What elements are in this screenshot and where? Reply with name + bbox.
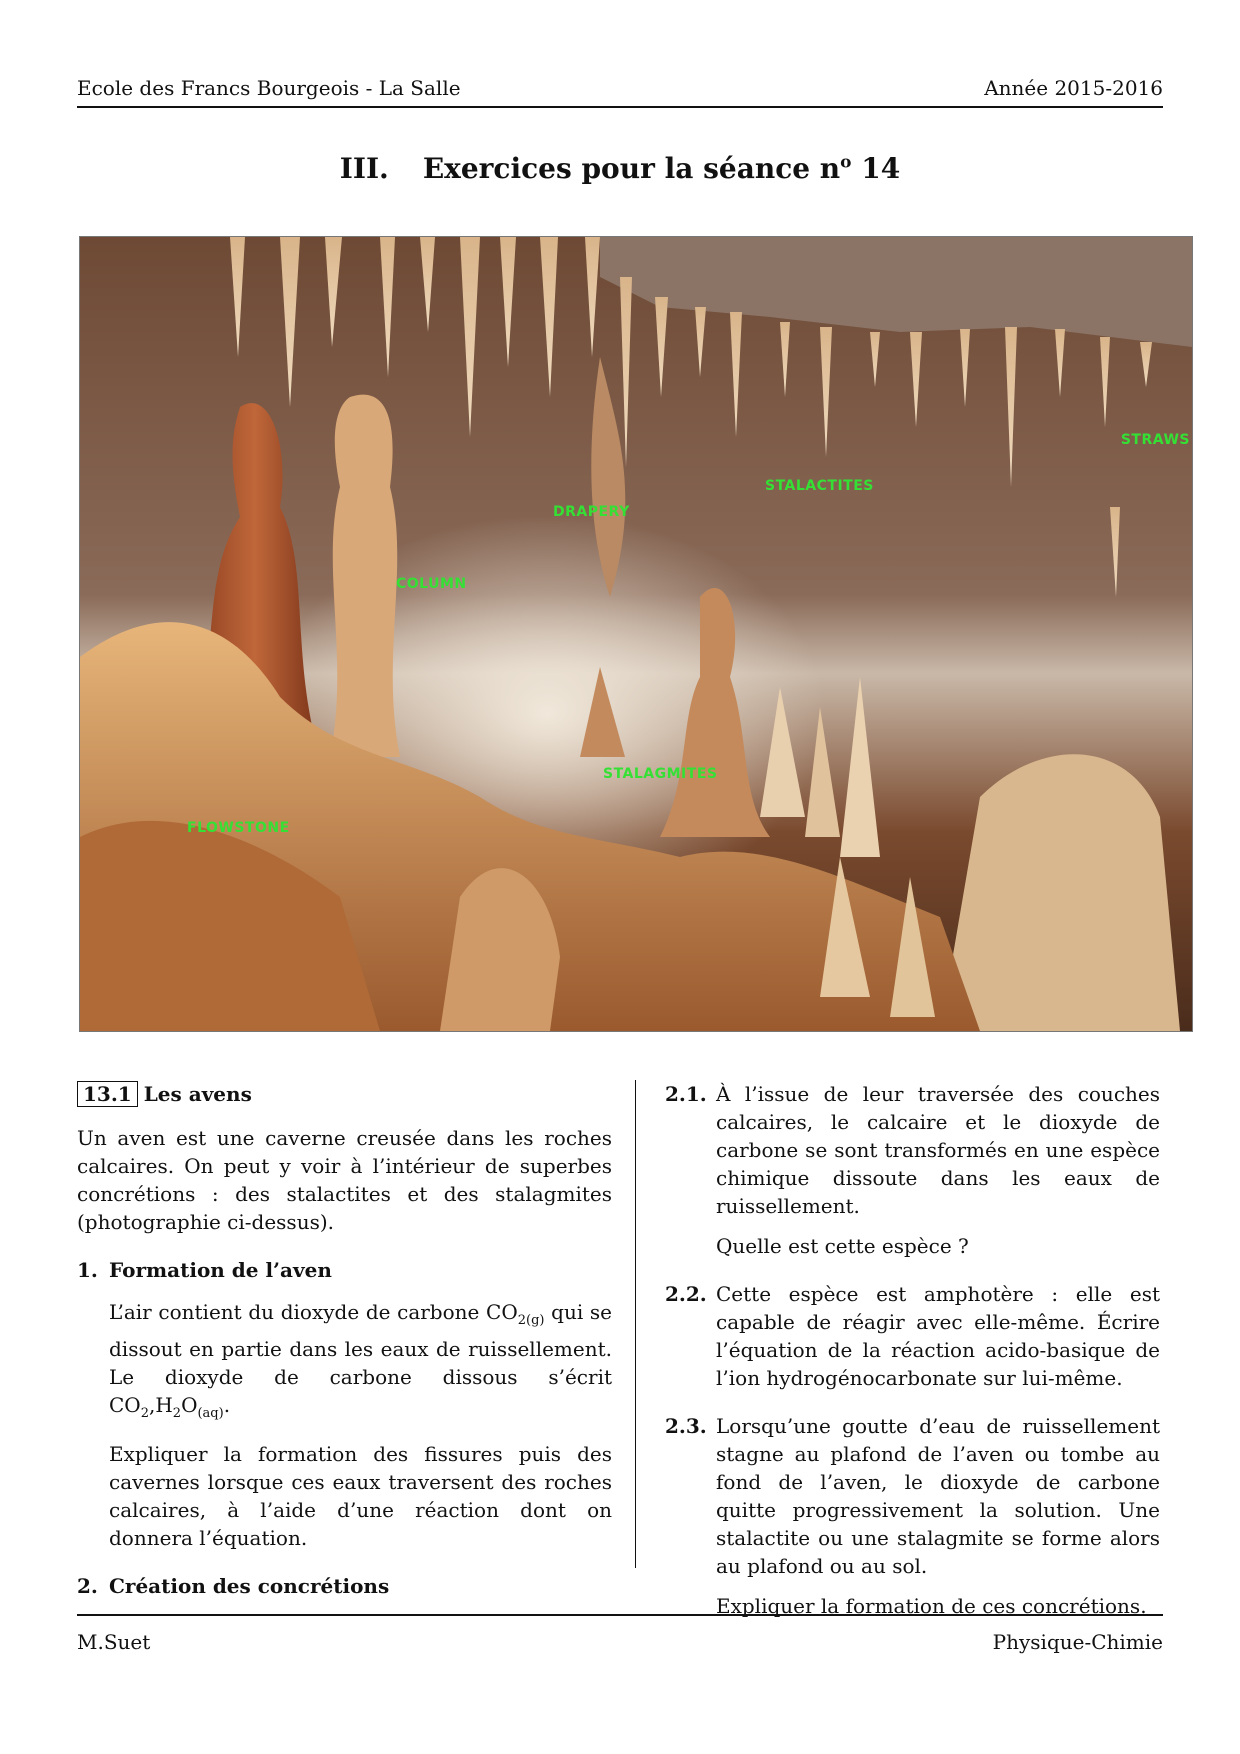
- section-2-title: Création des concrétions: [109, 1574, 390, 1598]
- question-2-1-number: 2.1.: [665, 1082, 707, 1106]
- right-column: [660, 1080, 1160, 1640]
- subject: Physique-Chimie: [992, 1630, 1163, 1654]
- exercise-number: 13.1: [77, 1081, 138, 1107]
- title-sup: o: [840, 152, 852, 173]
- column-divider: [635, 1080, 636, 1568]
- section-2-number: 2.: [77, 1574, 98, 1598]
- page-header: [77, 76, 1163, 108]
- label-straws: STRAWS: [1120, 432, 1190, 448]
- school-name: Ecole des Francs Bourgeois - La Salle: [77, 76, 461, 100]
- exercise-title: Les avens: [143, 1082, 252, 1106]
- section-1-number: 1.: [77, 1258, 98, 1282]
- section-1-paragraph-2: Expliquer la formation des fissures puis des cavernes lorsque ces eaux traversent des roches calcaires, à l’aide d’une réaction dont on donnera l’équation.: [109, 1442, 612, 1550]
- question-2-1-question: Quelle est cette espèce ?: [716, 1234, 969, 1258]
- cave-photo: [79, 236, 1193, 1032]
- question-2-3-question: Expliquer la formation de ces concrétions.: [716, 1594, 1147, 1618]
- question-2-3-number: 2.3.: [665, 1414, 707, 1438]
- section-2-heading: [77, 1572, 612, 1600]
- exercise-heading: [77, 1080, 612, 1108]
- section-1-title: Formation de l’aven: [109, 1258, 332, 1282]
- label-drapery: DRAPERY: [553, 504, 630, 520]
- author: M.Suet: [77, 1630, 151, 1654]
- question-2-2-number: 2.2.: [665, 1282, 707, 1306]
- question-2-1-text: À l’issue de leur traversée des couches calcaires, le calcaire et le dioxyde de carbone se sont transformés en une espèce chimique dissoute dans les eaux de ruissellement.: [716, 1082, 1160, 1218]
- page-footer: [77, 1614, 1163, 1654]
- cave-illustration: [80, 237, 1192, 1031]
- title-text: Exercices pour la séance n: [422, 152, 841, 185]
- section-1-heading: [77, 1256, 612, 1284]
- label-column: COLUMN: [396, 576, 467, 592]
- question-2-2-text: Cette espèce est amphotère : elle est capable de réagir avec elle-même. Écrire l’équation de la réaction acido-basique de l’ion hydrogénocarbonate sur lui-même.: [716, 1282, 1160, 1390]
- question-2-1: [660, 1080, 1160, 1260]
- title-number: III.: [339, 152, 389, 185]
- label-stalactites: STALACTITES: [765, 478, 874, 494]
- question-2-3: [660, 1412, 1160, 1620]
- school-year: Année 2015-2016: [984, 76, 1163, 100]
- page-title: [0, 152, 1240, 185]
- intro-paragraph: Un aven est une caverne creusée dans les roches calcaires. On peut y voir à l’intérieur de superbes concrétions : des stalactites et des stalagmites (photographie ci-dessus).: [77, 1126, 612, 1234]
- left-column: [77, 1080, 612, 1614]
- title-after: 14: [851, 152, 901, 185]
- label-stalagmites: STALAGMITES: [603, 766, 718, 782]
- section-1-paragraph-1: L’air contient du dioxyde de carbone $CO_{2(g)}$ qui se dissout en partie dans les eaux de ruissellement. Le dioxyde de carbone dissous s’écrit $CO_2,H_2O_{(aq)}$.: [109, 1300, 612, 1421]
- question-2-2: [660, 1280, 1160, 1392]
- label-flowstone: FLOWSTONE: [187, 820, 290, 836]
- question-2-3-text: Lorsqu’une goutte d’eau de ruissellement stagne au plafond de l’aven ou tombe au fond de l’aven, le dioxyde de carbone quitte progressivement la solution. Une stalactite ou une stalagmite se forme alors au plafond ou au sol.: [716, 1414, 1160, 1578]
